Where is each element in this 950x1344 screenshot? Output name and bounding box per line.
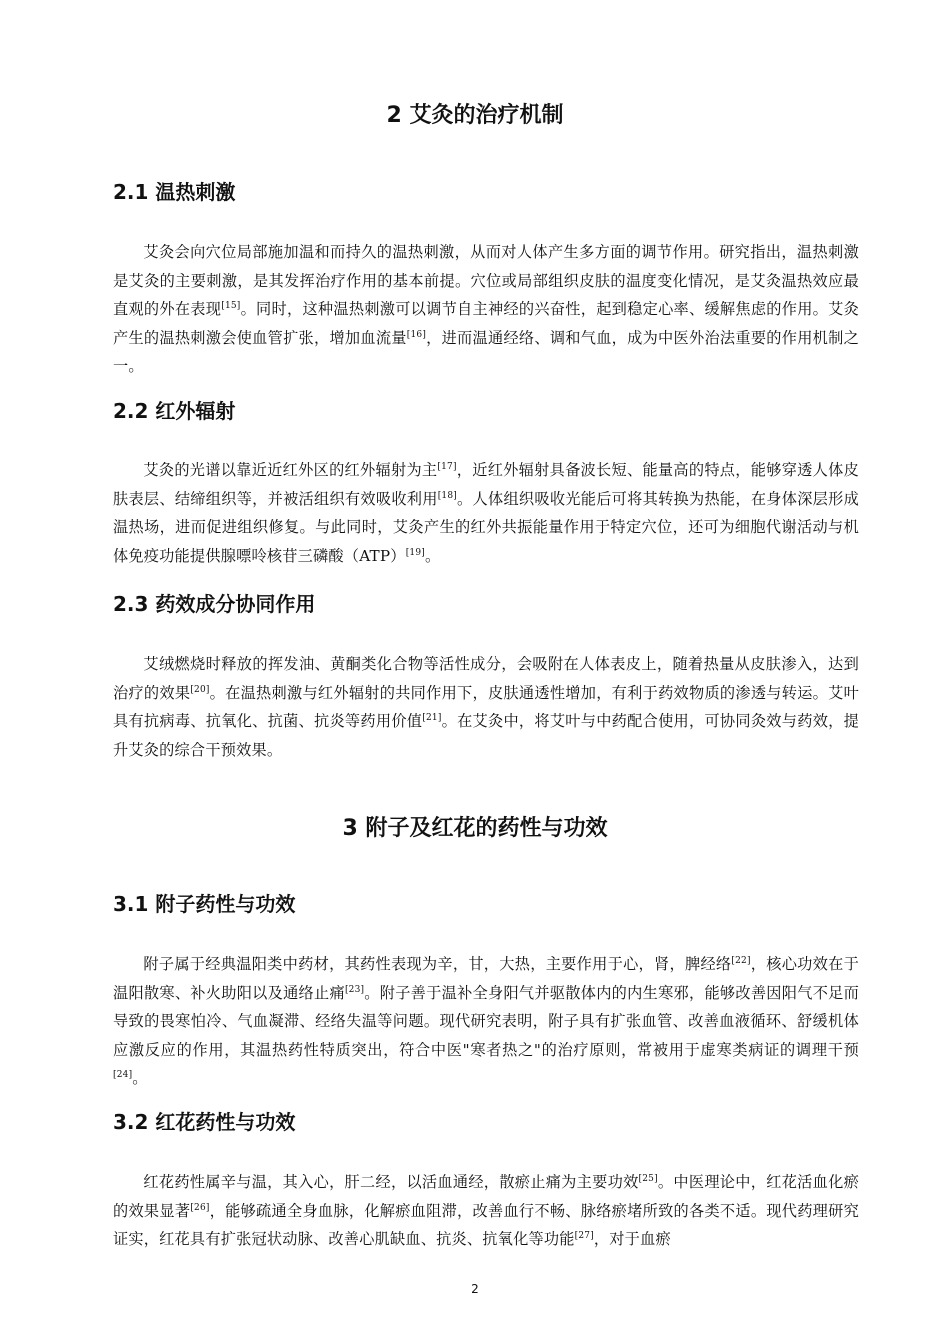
citation-ref: [20] xyxy=(190,684,210,695)
subsection-title: 2.2 红外辐射 xyxy=(113,399,236,423)
citation-ref: [22] xyxy=(731,956,751,966)
subsection-title: 3.1 附子药性与功效 xyxy=(113,892,296,916)
body-paragraph: 附子属于经典温阳类中药材，其药性表现为辛，甘，大热，主要作用于心，肾，脾经络[22]，核心功效在于温阳散寒、补火助阳以及通络止痛[23]。附子善于温补全身阳气并驱散体内的内生寒邪，能够改善因阳气不足而导致的畏寒怕冷、气血凝滞、经络失温等问题。现代研究表明，附子具有扩张血管、改善血液循环、舒缓机体应激反应的作用，其温热药性特质突出，符合中医"寒者热之"的治疗原则，常被用于虚寒类病证的调理干预[24]。 xyxy=(113,955,860,1087)
body-paragraph: 艾绒燃烧时释放的挥发油、黄酮类化合物等活性成分，会吸附在人体表皮上，随着热量从皮肤渗入，达到治疗的效果[20]。在温热刺激与红外辐射的共同作用下，皮肤通透性增加，有利于药效物质的渗透与转运。艾叶具有抗病毒、抗氧化、抗菌、抗炎等药用价值[21]。在艾灸中，将艾叶与中药配合使用，可协同灸效与药效，提升艾灸的综合干预效果。 xyxy=(113,655,860,759)
citation-ref: [25] xyxy=(638,1174,658,1184)
section-title: 2 艾灸的治疗机制 xyxy=(386,103,564,128)
section-title: 3 附子及红花的药性与功效 xyxy=(342,816,608,841)
citation-ref: [16] xyxy=(406,329,427,340)
citation-ref: [21] xyxy=(422,713,442,723)
citation-ref: [15] xyxy=(221,301,241,311)
citation-ref: [27] xyxy=(574,1231,594,1241)
body-paragraph: 艾灸会向穴位局部施加温和而持久的温热刺激，从而对人体产生多方面的调节作用。研究指出，温热刺激是艾灸的主要刺激，是其发挥治疗作用的基本前提。穴位或局部组织皮肤的温度变化情况，是艾灸温热效应最直观的外在表现[15]。同时，这种温热刺激可以调节自主神经的兴奋性，起到稳定心率、缓解焦虑的作用。艾灸产生的温热刺激会使血管扩张，增加血流量[16]，进而温通经络、调和气血，成为中医外治法重要的作用机制之一。 xyxy=(113,243,859,375)
citation-ref: [23] xyxy=(344,984,365,995)
subsection-title: 3.2 红花药性与功效 xyxy=(113,1110,296,1134)
body-paragraph: 艾灸的光谱以靠近近红外区的红外辐射为主[17]，近红外辐射具备波长短、能量高的特点，能够穿透人体皮肤表层、结缔组织等，并被活组织有效吸收利用[18]。人体组织吸收光能后可将其转换为热能，在身体深层形成温热场，进而促进组织修复。与此同时，艾灸产生的红外共振能量作用于特定穴位，还可为细胞代谢活动与机体免疫功能提供腺嘌呤核苷三磷酸（ATP）[19]。 xyxy=(113,461,859,565)
subsection-title: 2.1 温热刺激 xyxy=(113,180,236,204)
citation-ref: [24] xyxy=(113,1070,133,1080)
subsection-title: 2.3 药效成分协同作用 xyxy=(113,592,316,616)
citation-ref: [18] xyxy=(437,490,457,501)
page-number: 2 xyxy=(471,1282,479,1296)
citation-ref: [17] xyxy=(437,462,457,472)
body-paragraph: 红花药性属辛与温，其入心，肝二经，以活血通经，散瘀止痛为主要功效[25]。中医理论中，红花活血化瘀的效果显著[26]，能够疏通全身血脉，化解瘀血阻滞，改善血行不畅、脉络瘀堵所致的各类不适。现代药理研究证实，红花具有扩张冠状动脉、改善心肌缺血、抗炎、抗氧化等功能[27]，对于血瘀 xyxy=(113,1173,859,1248)
citation-ref: [26] xyxy=(190,1202,210,1213)
citation-ref: [19] xyxy=(405,547,425,558)
